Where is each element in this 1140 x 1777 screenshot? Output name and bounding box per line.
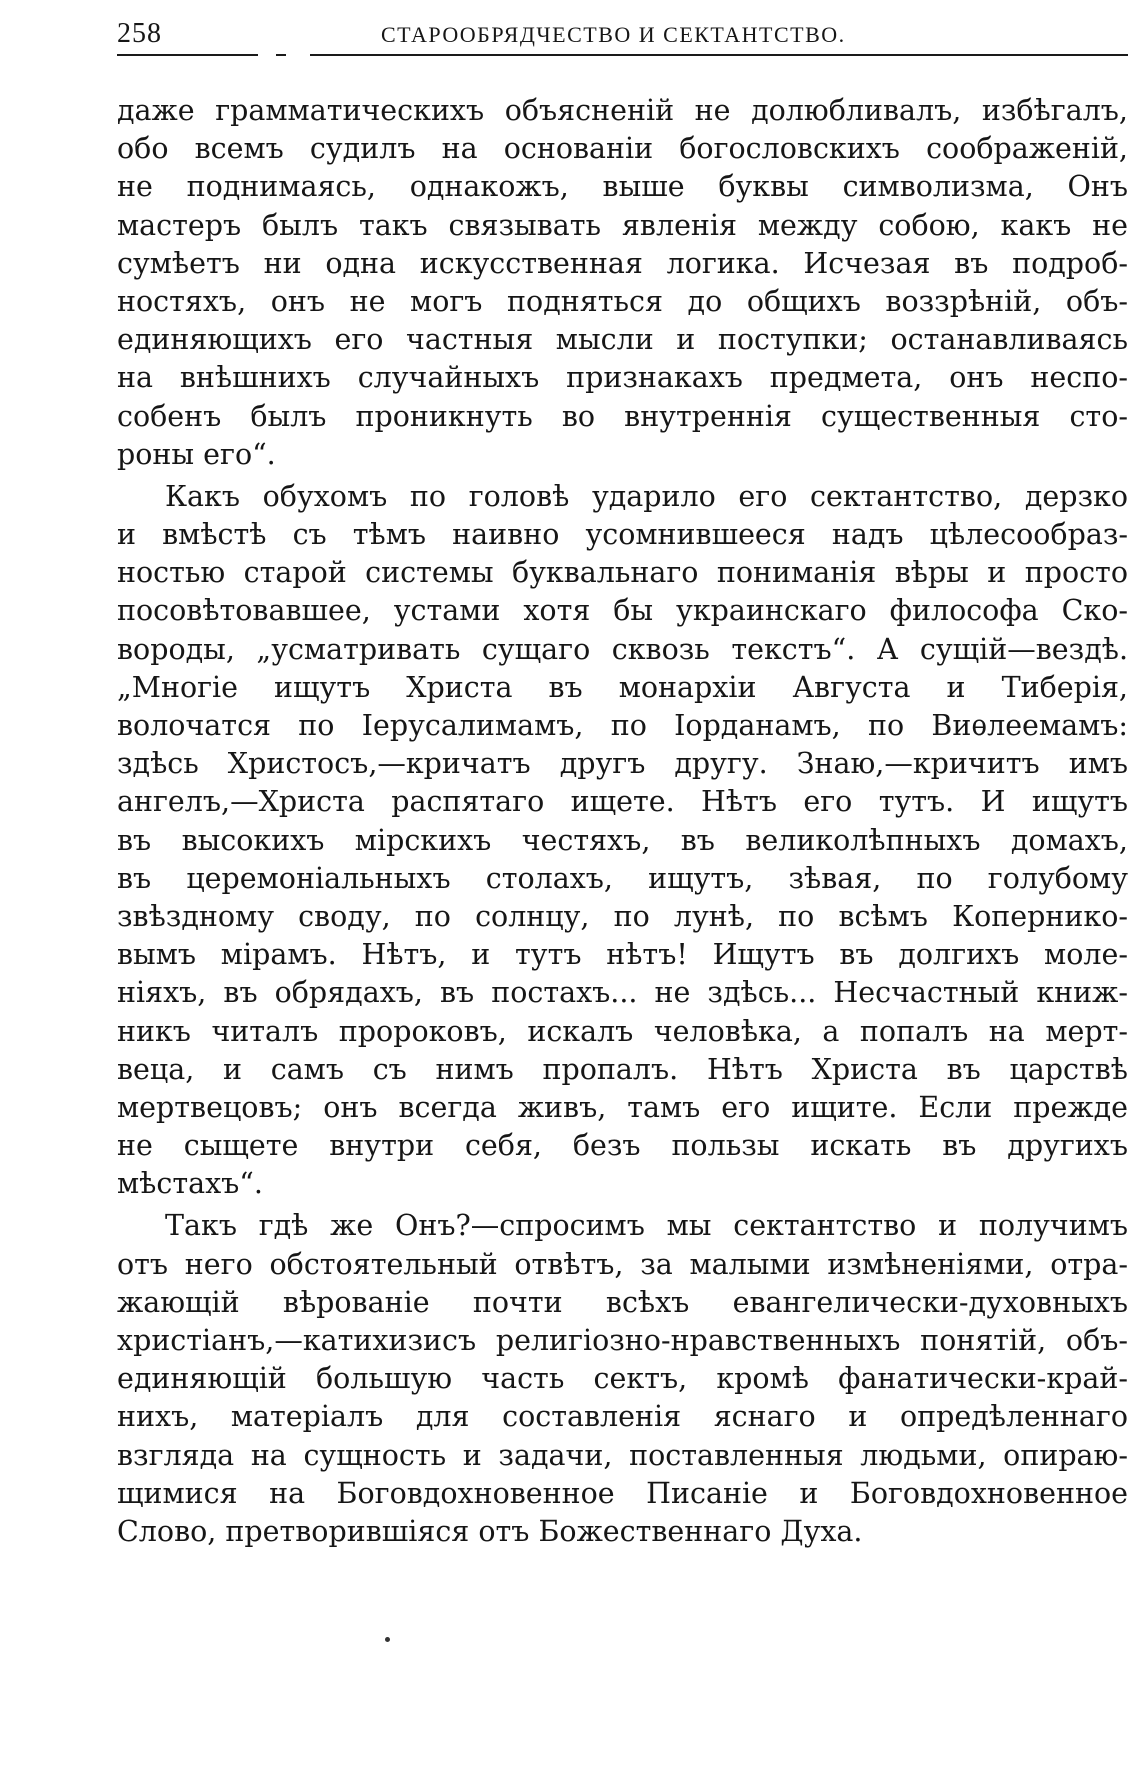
text-line: ніяхъ, въ обрядахъ, въ постахъ... не здѣсь... Несчастный книж- (117, 976, 1128, 1010)
text-line: не сыщете внутри себя, безъ пользы искать въ другихъ (117, 1129, 1128, 1163)
text-line: здѣсь Христосъ,—кричатъ другъ другу. Знаю,—кричитъ имъ (117, 747, 1128, 781)
text-line: мастеръ былъ такъ связывать явленія между собою, какъ не (117, 208, 1128, 242)
text-line: нихъ, матеріалъ для составленія яснаго и опредѣленнаго (117, 1400, 1128, 1434)
text-line: звѣздному своду, по солнцу, по лунѣ, по всѣмъ Копернико- (117, 899, 1128, 933)
header-rule-right (310, 54, 1128, 56)
text-line: отъ него обстоятельный отвѣтъ, за малыми измѣненіями, отра- (117, 1247, 1128, 1281)
running-title: СТАРООБРЯДЧЕСТВО И СЕКТАНТСТВО. (381, 22, 846, 47)
text-line: Слово, претворившіяся отъ Божественнаго Духа. (117, 1514, 863, 1548)
text-line: ностяхъ, онъ не могъ подняться до общихъ воззрѣній, объ- (117, 284, 1128, 318)
text-line: и вмѣстѣ съ тѣмъ наивно усомнившееся надъ цѣлесообраз- (117, 518, 1128, 552)
text-line: мѣстахъ“. (117, 1167, 263, 1201)
paragraph (117, 1207, 1128, 1551)
page-number: 258 (117, 18, 162, 49)
text-line: мертвецовъ; онъ всегда живъ, тамъ его ищите. Если прежде (117, 1090, 1128, 1124)
header-rule-left (117, 54, 258, 56)
text-line: ангелъ,—Христа распятаго ищете. Нѣтъ его тутъ. И ищутъ (117, 785, 1128, 819)
text-line: щимися на Боговдохновенное Писаніе и Боговдохновенное (117, 1476, 1128, 1510)
paragraph (117, 478, 1128, 1204)
text-line: сумѣетъ ни одна искусственная логика. Исчезая въ подроб- (117, 246, 1128, 280)
text-line: Какъ обухомъ по головѣ ударило его сектантство, дерзко (165, 479, 1128, 513)
text-line: на внѣшнихъ случайныхъ признакахъ предмета, онъ неспо- (117, 361, 1128, 395)
print-speck (385, 1637, 390, 1642)
text-line: Такъ гдѣ же Онъ?—спросимъ мы сектантство и получимъ (165, 1209, 1128, 1243)
text-line: не поднимаясь, однакожъ, выше буквы символизма, Онъ (117, 170, 1128, 204)
page-header (117, 14, 1128, 54)
text-line: роны его“. (117, 437, 276, 471)
text-line: собенъ былъ проникнуть во внутреннія существенныя сто- (117, 399, 1128, 433)
text-line: единяющій большую часть сектъ, кромѣ фанатически-край- (117, 1362, 1128, 1396)
text-line: посовѣтовавшее, устами хотя бы украинскаго философа Ско- (117, 594, 1128, 628)
text-line: „Многіе ищутъ Христа въ монархіи Августа и Тиберія, (117, 670, 1128, 704)
text-line: вымъ мірамъ. Нѣтъ, и тутъ нѣтъ! Ищутъ въ долгихъ моле- (117, 938, 1128, 972)
text-line: никъ читалъ пророковъ, искалъ человѣка, а попалъ на мерт- (117, 1014, 1128, 1048)
text-line: волочатся по Іерусалимамъ, по Іорданамъ, по Виѳлеемамъ: (117, 709, 1128, 742)
text-line: жающій вѣрованіе почти всѣхъ евангелически-духовныхъ (117, 1285, 1128, 1319)
text-line: вороды, „усматривать сущаго сквозь текстъ“. А сущій—вездѣ. (117, 632, 1128, 666)
header-rule-dash (276, 54, 286, 56)
body-text (117, 92, 1128, 1551)
text-line: единяющихъ его частныя мысли и поступки; останавливаясь (117, 323, 1128, 357)
text-line: обо всемъ судилъ на основаніи богословскихъ соображеній, (117, 132, 1128, 166)
paragraph (117, 92, 1128, 474)
text-line: взгляда на сущность и задачи, поставленныя людьми, опираю- (117, 1438, 1128, 1472)
text-line: въ высокихъ мірскихъ честяхъ, въ великолѣпныхъ домахъ, (117, 823, 1128, 857)
text-line: христіанъ,—катихизисъ религіозно-нравственныхъ понятій, объ- (117, 1324, 1128, 1357)
text-line: ностью старой системы буквальнаго пониманія вѣры и просто (117, 556, 1128, 590)
text-line: въ церемоніальныхъ столахъ, ищутъ, зѣвая, по голубому (117, 861, 1128, 895)
text-line: веца, и самъ съ нимъ пропалъ. Нѣтъ Христа въ царствѣ (117, 1052, 1128, 1086)
text-line: даже грамматическихъ объясненій не долюбливалъ, избѣгалъ, (117, 94, 1128, 127)
